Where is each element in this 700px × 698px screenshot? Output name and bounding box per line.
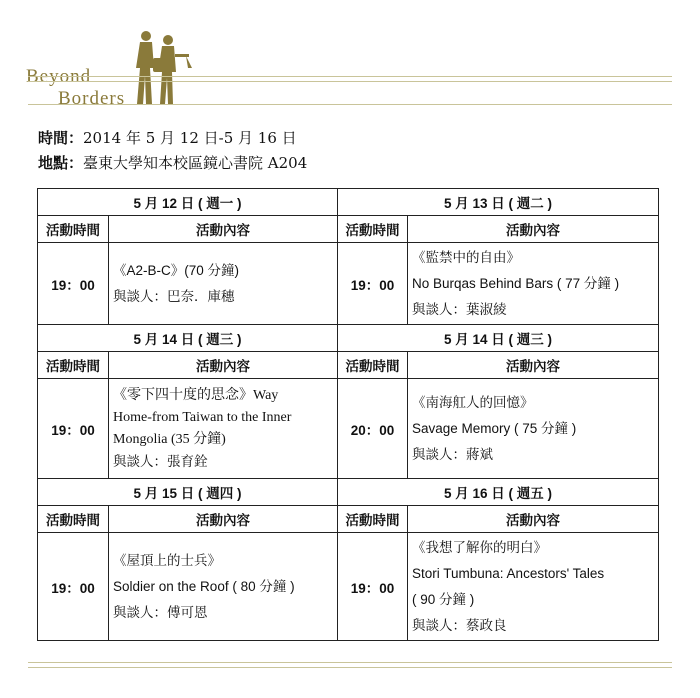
content-line: 與談人：蔡政良: [412, 617, 507, 633]
event-time: [38, 127, 297, 148]
content-line: 與談人：傅可恩: [113, 604, 208, 620]
content-line: Mongolia (35 分鐘): [113, 431, 226, 447]
content-line: 與談人：巴奈．庫穗: [113, 288, 235, 304]
content-line: 與談人：張育銓: [113, 453, 208, 469]
screening-time: 19：00: [38, 243, 109, 325]
screening-time: 19：00: [338, 533, 408, 641]
musicians-silhouette-icon: [126, 28, 196, 108]
header-rule-middle: [28, 81, 672, 82]
event-place-value: 臺東大學知本校區鏡心書院 A204: [83, 154, 308, 172]
column-header-time: 活動時間: [338, 506, 408, 533]
column-header-time: 活動時間: [338, 352, 408, 379]
content-line: ( 90 分鐘 ): [412, 591, 475, 607]
column-header-time: 活動時間: [338, 216, 408, 243]
column-header-content: 活動內容: [408, 216, 659, 243]
content-line: 《監禁中的自由》: [412, 249, 520, 265]
column-header-time: 活動時間: [38, 506, 109, 533]
event-time-label: 時間：: [38, 129, 84, 147]
column-header-time: 活動時間: [38, 216, 109, 243]
column-header-content: 活動內容: [109, 352, 338, 379]
day-header: 5 月 15 日 ( 週四 ): [38, 479, 338, 506]
logo-text-beyond: Beyond: [26, 66, 92, 87]
screening-content: [408, 379, 659, 479]
content-line: 《南海舡人的回憶》: [412, 394, 534, 410]
day-header: 5 月 12 日 ( 週一 ): [38, 189, 338, 216]
day-header: 5 月 16 日 ( 週五 ): [338, 479, 659, 506]
event-time-value: 2014 年 5 月 12 日-5 月 16 日: [83, 129, 297, 147]
content-line: 《A2-B-C》(70 分鐘): [113, 262, 240, 278]
logo: [26, 28, 196, 110]
column-header-content: 活動內容: [109, 506, 338, 533]
screening-time: 19：00: [38, 533, 109, 641]
screening-content: [408, 243, 659, 325]
header-rule-bottom: [28, 104, 672, 105]
content-line: Stori Tumbuna: Ancestors' Tales: [412, 565, 605, 581]
screening-time: 19：00: [38, 379, 109, 479]
screening-content: [109, 243, 338, 325]
day-header: 5 月 14 日 ( 週三 ): [338, 325, 659, 352]
content-line: 與談人：葉淑綾: [412, 301, 507, 317]
column-header-content: 活動內容: [408, 352, 659, 379]
screening-time: 20：00: [338, 379, 408, 479]
event-place: [38, 152, 307, 173]
screening-content: [408, 533, 659, 641]
day-header: 5 月 14 日 ( 週三 ): [38, 325, 338, 352]
content-line: Savage Memory ( 75 分鐘 ): [412, 420, 577, 436]
content-line: 《零下四十度的思念》Way: [113, 387, 279, 403]
footer-rule-bottom: [28, 667, 672, 668]
day-header: 5 月 13 日 ( 週二 ): [338, 189, 659, 216]
header-rule-top: [28, 76, 672, 77]
logo-text-borders: Borders: [58, 88, 126, 109]
content-line: 與談人：蔣斌: [412, 446, 493, 462]
column-header-time: 活動時間: [38, 352, 109, 379]
content-line: Home-from Taiwan to the Inner: [113, 409, 292, 425]
column-header-content: 活動內容: [408, 506, 659, 533]
event-place-label: 地點：: [38, 154, 84, 172]
content-line: 《屋頂上的士兵》: [113, 552, 221, 568]
footer-rule-top: [28, 662, 672, 663]
screening-content: [109, 379, 338, 479]
content-line: No Burqas Behind Bars ( 77 分鐘 ): [412, 275, 620, 291]
schedule-table: [37, 188, 659, 641]
content-line: Soldier on the Roof ( 80 分鐘 ): [113, 578, 295, 594]
column-header-content: 活動內容: [109, 216, 338, 243]
screening-time: 19：00: [338, 243, 408, 325]
content-line: 《我想了解你的明白》: [412, 539, 547, 555]
screening-content: [109, 533, 338, 641]
